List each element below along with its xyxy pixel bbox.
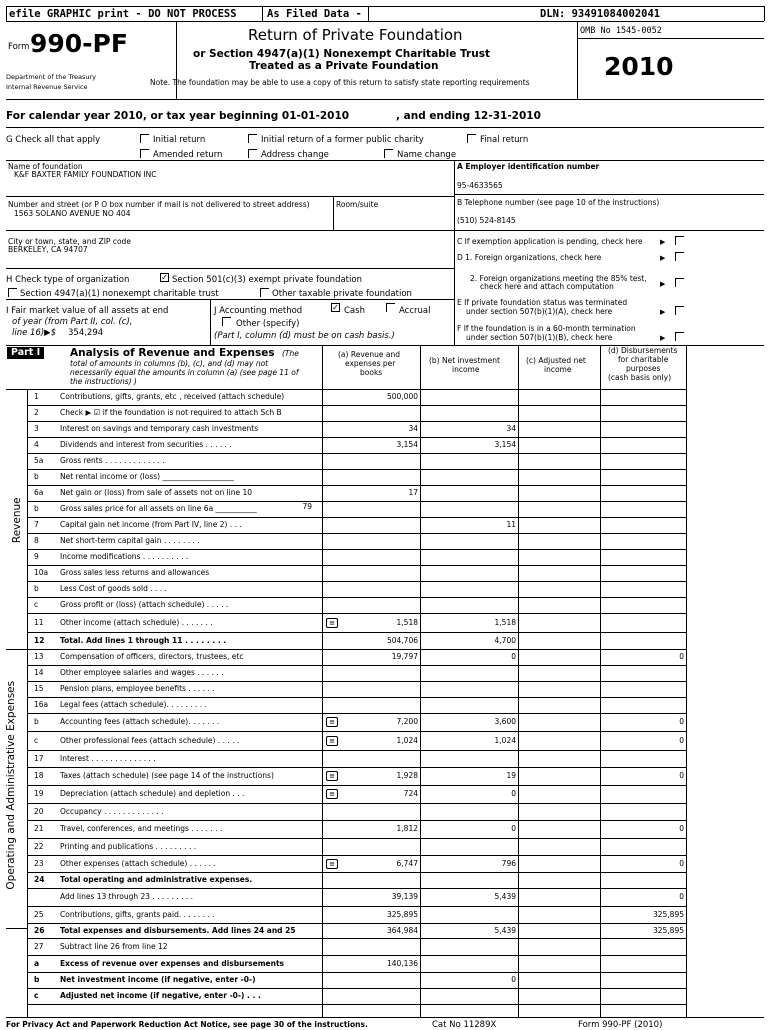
- efile-banner: efile GRAPHIC print - DO NOT PROCESS: [9, 8, 237, 20]
- cell-d: 0: [679, 652, 684, 661]
- line-number: 20: [34, 807, 44, 816]
- part-1-tag: Part I: [7, 347, 44, 359]
- h-label: H Check type of organization: [6, 275, 130, 285]
- line-number: b: [34, 975, 40, 984]
- line-label: Gross rents . . . . . . . . . . . . .: [60, 456, 165, 465]
- line-label: Total expenses and disbursements. Add lines 24 and 25: [60, 926, 296, 935]
- part-1-sub-2: necessarily equal the amounts in column (a) (see page 11 of: [70, 368, 299, 377]
- name-change-checkbox[interactable]: [384, 149, 393, 158]
- col-d-head-1: (d) Disbursements: [608, 346, 678, 355]
- line-label: Other income (attach schedule) . . . . . . .: [60, 618, 213, 627]
- cell-a: 504,706: [386, 636, 418, 645]
- room-label: Room/suite: [336, 200, 379, 209]
- part-1-sub-1: total of amounts in columns (b), (c), and (d) may not: [70, 359, 269, 368]
- amended-return-checkbox[interactable]: [140, 149, 149, 158]
- form-note: Note. The foundation may be able to use a copy of this return to satisfy state reporting requirements: [150, 78, 530, 87]
- line-label: Other employee salaries and wages . . . . . .: [60, 668, 224, 677]
- form-subtitle-2: Treated as a Private Foundation: [249, 60, 439, 72]
- line-number: 26: [34, 926, 45, 935]
- cell-b: 0: [511, 652, 516, 661]
- col-d-head-4: (cash basis only): [608, 373, 672, 382]
- dln-number: DLN: 93491084002041: [540, 8, 661, 20]
- line-label: Net short-term capital gain . . . . . . . .: [60, 536, 200, 545]
- cell-a: 1,928: [396, 771, 418, 780]
- cell-d: 325,895: [652, 926, 684, 935]
- line-number: 24: [34, 875, 45, 884]
- cell-a: 1,812: [396, 824, 418, 833]
- line-number: 2: [34, 408, 39, 417]
- col-d-head-3: purposes: [626, 364, 661, 373]
- d2-line2: check here and attach computation: [480, 282, 614, 291]
- col-a-head-2: expenses per: [345, 359, 396, 368]
- i-line1: I Fair market value of all assets at end: [6, 306, 169, 316]
- attachment-icon[interactable]: ≡: [326, 771, 338, 781]
- arrow-icon: ▶: [660, 334, 666, 342]
- cell-a: 34: [408, 424, 418, 433]
- cell-b: 3,154: [494, 440, 516, 449]
- street-label: Number and street (or P O box number if mail is not delivered to street address): [8, 200, 310, 209]
- cell-b: 0: [511, 789, 516, 798]
- cell-b: 0: [511, 975, 516, 984]
- city-state-zip: BERKELEY, CA 94707: [8, 245, 88, 254]
- line-number: 23: [34, 859, 44, 868]
- cell-a: 140,136: [386, 959, 418, 968]
- line-label: Adjusted net income (if negative, enter -0-) . . .: [60, 991, 261, 1000]
- cell-a: 500,000: [386, 392, 418, 401]
- col-b-head-2: income: [452, 365, 480, 374]
- tax-year-end: , and ending 12-31-2010: [396, 110, 541, 122]
- accounting-method-label: J Accounting method: [214, 306, 303, 316]
- name-change-label: Name change: [397, 150, 457, 160]
- final-return-label: Final return: [480, 135, 529, 145]
- col-a-head-1: (a) Revenue and: [338, 350, 400, 359]
- cell-a: 3,154: [396, 440, 418, 449]
- line-label: Interest on savings and temporary cash investments: [60, 424, 259, 433]
- line-number: 4: [34, 440, 39, 449]
- col-c-head-2: income: [544, 365, 572, 374]
- cash-basis-note: (Part I, column (d) must be on cash basis.): [214, 331, 395, 341]
- address-change-label: Address change: [261, 150, 329, 160]
- form-subtitle-1: or Section 4947(a)(1) Nonexempt Charitable Trust: [193, 48, 490, 60]
- name-label: Name of foundation: [8, 162, 83, 171]
- line-label: Excess of revenue over expenses and disbursements: [60, 959, 285, 968]
- d2-line1: 2. Foreign organizations meeting the 85% test,: [470, 274, 647, 283]
- arrow-icon: ▶: [660, 308, 666, 316]
- omb-number: OMB No 1545-0052: [580, 26, 662, 36]
- initial-return-label: Initial return: [153, 135, 206, 145]
- gross-sales-value: 79: [302, 502, 312, 511]
- f-line1: F If the foundation is in a 60-month termination: [457, 324, 636, 333]
- cell-a: 7,200: [396, 717, 418, 726]
- attachment-icon[interactable]: ≡: [326, 618, 338, 628]
- irs-label: Internal Revenue Service: [6, 83, 88, 91]
- cell-a: 6,747: [396, 859, 418, 868]
- line-label: Net gain or (loss) from sale of assets not on line 10: [60, 488, 253, 497]
- line-number: 22: [34, 842, 44, 851]
- cell-d: 0: [679, 859, 684, 868]
- cell-b: 1,024: [494, 736, 516, 745]
- line-number: 9: [34, 552, 39, 561]
- attachment-icon[interactable]: ≡: [326, 859, 338, 869]
- cell-a: 325,895: [386, 910, 418, 919]
- cell-a: 1,024: [396, 736, 418, 745]
- line-number: 13: [34, 652, 44, 661]
- cell-b: 11: [506, 520, 516, 529]
- c-exemption-pending: C If exemption application is pending, check here: [457, 237, 643, 246]
- cell-d: 0: [679, 736, 684, 745]
- initial-former-checkbox[interactable]: [248, 134, 257, 143]
- col-d-head-2: for charitable: [618, 355, 669, 364]
- line-number: 6a: [34, 488, 44, 497]
- line-number: 11: [34, 618, 44, 627]
- f-checkbox[interactable]: [675, 332, 684, 341]
- line-label: Net investment income (if negative, enter -0-): [60, 975, 256, 984]
- form-prefix: Form: [8, 42, 30, 52]
- amended-return-label: Amended return: [153, 150, 223, 160]
- line-label: Accounting fees (attach schedule). . . . . . .: [60, 717, 220, 726]
- address-change-checkbox[interactable]: [248, 149, 257, 158]
- line-number: b: [34, 717, 39, 726]
- cell-d: 0: [679, 892, 684, 901]
- filed-banner: As Filed Data -: [267, 8, 362, 20]
- attachment-icon[interactable]: ≡: [326, 789, 338, 799]
- line-label: Legal fees (attach schedule). . . . . . . . .: [60, 700, 207, 709]
- line-label: Total operating and administrative expenses.: [60, 875, 253, 884]
- cell-b: 3,600: [494, 717, 516, 726]
- section-501c3-checkbox[interactable]: ✓: [161, 273, 168, 282]
- cell-a: 1,518: [396, 618, 418, 627]
- other-taxable-label: Other taxable private foundation: [272, 289, 412, 299]
- line-label: Add lines 13 through 23 . . . . . . . . .: [60, 892, 193, 901]
- cell-b: 1,518: [494, 618, 516, 627]
- line-number: 19: [34, 789, 44, 798]
- form-number: 990-PF: [30, 29, 128, 58]
- cell-b: 34: [506, 424, 516, 433]
- d1-checkbox[interactable]: [675, 252, 684, 261]
- line-label: Subtract line 26 from line 12: [60, 942, 168, 951]
- fmv-value: 354,294: [68, 328, 104, 338]
- cell-b: 4,700: [494, 636, 516, 645]
- line-number: 8: [34, 536, 39, 545]
- line-label: Occupancy . . . . . . . . . . . . .: [60, 807, 164, 816]
- cell-b: 5,439: [494, 892, 516, 901]
- cell-a: 19,797: [391, 652, 418, 661]
- line-number: 21: [34, 824, 44, 833]
- line-number: 7: [34, 520, 39, 529]
- accrual-label: Accrual: [399, 306, 431, 316]
- e-checkbox[interactable]: [675, 306, 684, 315]
- final-return-checkbox[interactable]: [467, 134, 476, 143]
- initial-former-label: Initial return of a former public charity: [261, 135, 424, 145]
- line-number: 10a: [34, 568, 49, 577]
- line-number: c: [34, 600, 39, 609]
- line-label: Gross sales less returns and allowances: [60, 568, 210, 577]
- col-c-head-1: (c) Adjusted net: [526, 356, 586, 365]
- line-number: 18: [34, 771, 44, 780]
- expenses-side-label: Operating and Administrative Expenses: [4, 680, 17, 890]
- cell-a: 724: [403, 789, 418, 798]
- cell-b: 0: [511, 824, 516, 833]
- line-label: Printing and publications . . . . . . . . .: [60, 842, 197, 851]
- form-title: Return of Private Foundation: [248, 26, 463, 44]
- line-label: Check ▶ ☑ if the foundation is not required to attach Sch B: [60, 408, 282, 417]
- cash-checkbox[interactable]: ✓: [332, 303, 339, 312]
- e-line1: E If private foundation status was terminated: [457, 298, 628, 307]
- i-line2: of year (from Part II, col. (c),: [12, 317, 133, 327]
- line-label: Net rental income or (loss) ___________________: [60, 472, 234, 481]
- other-method-label: Other (specify): [236, 319, 300, 329]
- tax-year-begin: For calendar year 2010, or tax year beginning 01-01-2010: [6, 110, 350, 122]
- line-number: c: [34, 991, 39, 1000]
- dept-treasury: Department of the Treasury: [6, 73, 97, 81]
- line-number: b: [34, 472, 39, 481]
- line-number: 14: [34, 668, 44, 677]
- section-4947-checkbox[interactable]: [8, 288, 17, 297]
- cell-b: 796: [501, 859, 516, 868]
- cell-d: 0: [679, 771, 684, 780]
- cash-label: Cash: [344, 306, 365, 316]
- line-label: Less Cost of goods sold . . . .: [60, 584, 167, 593]
- cell-a: 39,139: [391, 892, 418, 901]
- d1-foreign-org: D 1. Foreign organizations, check here: [457, 253, 602, 262]
- arrow-icon: ▶: [660, 238, 666, 246]
- c-checkbox[interactable]: [675, 236, 684, 245]
- d2-checkbox[interactable]: [675, 278, 684, 287]
- cell-a: 17: [408, 488, 418, 497]
- line-number: 25: [34, 910, 44, 919]
- col-b-head-1: (b) Net investment: [429, 356, 500, 365]
- cell-a: 364,984: [386, 926, 418, 935]
- line-number: 15: [34, 684, 44, 693]
- line-number: c: [34, 736, 39, 745]
- line-label: Other expenses (attach schedule) . . . . . .: [60, 859, 216, 868]
- part-1-title-note: (The: [282, 349, 299, 358]
- cell-b: 5,439: [494, 926, 516, 935]
- arrow-icon: ▶: [660, 280, 666, 288]
- line-number: 12: [34, 636, 45, 645]
- line-number: 3: [34, 424, 39, 433]
- privacy-notice: For Privacy Act and Paperwork Reduction Act Notice, see page 30 of the instructions.: [6, 1020, 368, 1029]
- line-label: Interest . . . . . . . . . . . . . .: [60, 754, 156, 763]
- cell-d: 325,895: [652, 910, 684, 919]
- cell-b: 19: [506, 771, 516, 780]
- line-number: 16a: [34, 700, 49, 709]
- line-number: b: [34, 584, 39, 593]
- line-number: a: [34, 959, 40, 968]
- line-number: 5a: [34, 456, 44, 465]
- line-number: 17: [34, 754, 44, 763]
- line-label: Gross profit or (loss) (attach schedule) . . . . .: [60, 600, 229, 609]
- street-address: 1563 SOLANO AVENUE NO 404: [14, 209, 131, 218]
- line-label: Contributions, gifts, grants paid. . . . . . . .: [60, 910, 215, 919]
- line-label: Other professional fees (attach schedule) . . . . .: [60, 736, 240, 745]
- ein-label: A Employer identification number: [457, 162, 600, 171]
- line-label: Contributions, gifts, grants, etc , received (attach schedule): [60, 392, 285, 401]
- line-label: Pension plans, employee benefits . . . . . .: [60, 684, 215, 693]
- g-label: G Check all that apply: [6, 135, 101, 145]
- i-line3: line 16)▶$: [12, 328, 57, 338]
- line-label: Taxes (attach schedule) (see page 14 of the instructions): [60, 771, 274, 780]
- cell-d: 0: [679, 824, 684, 833]
- revenue-side-label: Revenue: [10, 497, 23, 544]
- cell-d: 0: [679, 717, 684, 726]
- phone-value: (510) 524-8145: [457, 216, 516, 225]
- line-label: Depreciation (attach schedule) and depletion . . .: [60, 789, 245, 798]
- accrual-checkbox[interactable]: [386, 303, 395, 312]
- ein-value: 95-4633565: [457, 181, 503, 190]
- phone-label: B Telephone number (see page 10 of the instructions): [457, 198, 660, 207]
- line-label: Dividends and interest from securities . . . . . .: [60, 440, 232, 449]
- part-1-sub-3: the instructions) ): [70, 377, 137, 386]
- form-footer: Form 990-PF (2010): [578, 1020, 663, 1030]
- attachment-icon[interactable]: ≡: [326, 717, 338, 727]
- other-method-checkbox[interactable]: [222, 317, 231, 326]
- line-label: Total. Add lines 1 through 11 . . . . . . . .: [60, 636, 227, 645]
- line-label: Compensation of officers, directors, trustees, etc: [60, 652, 244, 661]
- arrow-icon: ▶: [660, 254, 666, 262]
- line-label: Gross sales price for all assets on line 6a ___________: [60, 504, 257, 513]
- initial-return-checkbox[interactable]: [140, 134, 149, 143]
- col-a-head-3: books: [360, 368, 383, 377]
- line-number: b: [34, 504, 39, 513]
- section-501c3-label: Section 501(c)(3) exempt private foundation: [172, 275, 362, 285]
- part-1-title: Analysis of Revenue and Expenses: [70, 347, 275, 359]
- cat-number: Cat No 11289X: [432, 1020, 497, 1030]
- tax-year: 2010: [604, 52, 674, 81]
- line-label: Travel, conferences, and meetings . . . . . . .: [60, 824, 223, 833]
- line-label: Capital gain net income (from Part IV, line 2) . . .: [60, 520, 242, 529]
- section-4947-label: Section 4947(a)(1) nonexempt charitable trust: [20, 289, 219, 299]
- f-line2: under section 507(b)(1)(B), check here: [466, 333, 613, 342]
- line-label: Income modifications . . . . . . . . . .: [60, 552, 189, 561]
- line-number: 1: [34, 392, 39, 401]
- e-line2: under section 507(b)(1)(A), check here: [466, 307, 613, 316]
- city-label: City or town, state, and ZIP code: [8, 237, 131, 246]
- attachment-icon[interactable]: ≡: [326, 736, 338, 746]
- foundation-name: K&F BAXTER FAMILY FOUNDATION INC: [14, 170, 157, 179]
- other-taxable-checkbox[interactable]: [260, 288, 269, 297]
- line-number: 27: [34, 942, 44, 951]
